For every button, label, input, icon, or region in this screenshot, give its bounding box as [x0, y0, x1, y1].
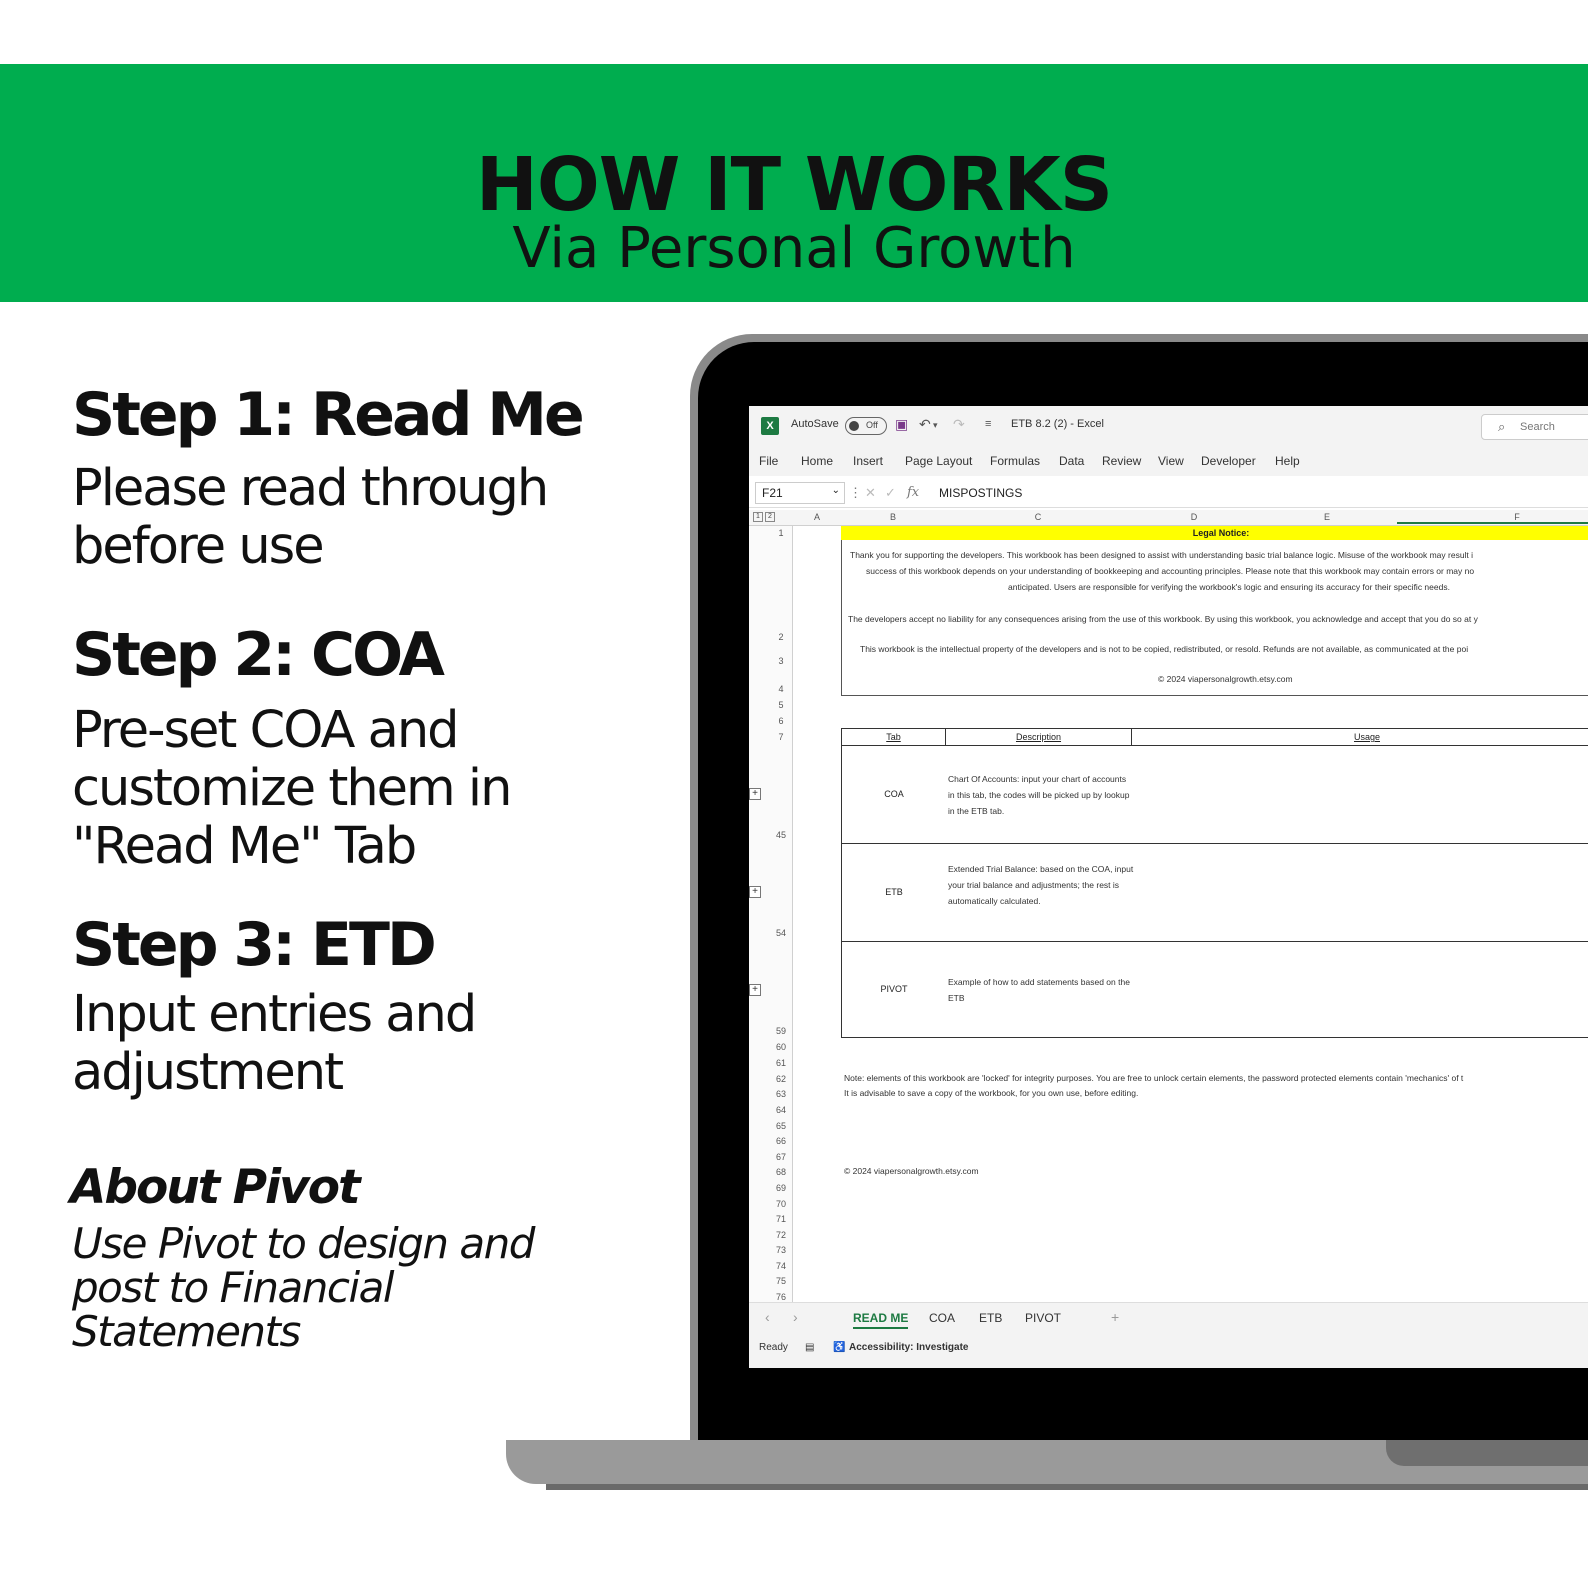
legal-paragraph-1-line-1: Thank you for supporting the developers. This workbook has been designed to assist with understanding basic trial balance logic. Misuse of the workbook may result i [850, 550, 1474, 560]
formula-bar [749, 478, 1588, 508]
step-1-title: Step 1: Read Me [72, 380, 582, 450]
status-ready: Ready [759, 1342, 788, 1353]
title-bar [749, 406, 1588, 446]
accessibility-status[interactable]: Accessibility: Investigate [849, 1342, 969, 1353]
sheet-tab-pivot[interactable]: PIVOT [1025, 1311, 1062, 1325]
row-header[interactable]: 73 [775, 1245, 786, 1255]
column-header[interactable]: E [1323, 512, 1330, 522]
footer-copyright: © 2024 viapersonalgrowth.etsy.com [844, 1166, 979, 1176]
step-1-body: Please read through before use [72, 459, 548, 576]
cell-mode-icon: ▤ [805, 1342, 815, 1353]
legal-paragraph-3: This workbook is the intellectual property of the developers and is not to be copied, redistributed, or resold. Refunds are not available, as communicated at the poi [860, 644, 1469, 654]
row-header[interactable]: 64 [775, 1105, 786, 1115]
chevron-right-icon[interactable]: › [793, 1309, 798, 1325]
step-3-title: Step 3: ETD [72, 910, 434, 980]
status-bar [749, 1332, 1588, 1368]
ribbon-tab-page-layout[interactable]: Page Layout [905, 454, 973, 468]
row-header[interactable]: 62 [775, 1074, 786, 1084]
undo-icon[interactable]: ↶ [919, 416, 931, 432]
about-pivot-body: Use Pivot to design and post to Financial Statements [72, 1219, 534, 1356]
laptop-base-shadow [546, 1484, 1588, 1490]
legal-copyright: © 2024 viapersonalgrowth.etsy.com [1158, 674, 1293, 684]
undo-dropdown-icon[interactable]: ▾ [933, 420, 938, 430]
row-header[interactable]: 75 [775, 1276, 786, 1286]
insert-function-icon[interactable]: fx [907, 485, 920, 500]
row-header[interactable]: 45 [775, 830, 786, 840]
row-header[interactable]: 4 [778, 684, 784, 694]
column-header[interactable]: C [1034, 512, 1042, 522]
divider [842, 843, 1588, 844]
laptop-base-notch [1386, 1440, 1588, 1466]
autosave-label: AutoSave [791, 418, 839, 430]
row-header[interactable]: 67 [775, 1152, 786, 1162]
legal-notice-box [841, 540, 1588, 696]
note-line-1: Note: elements of this workbook are 'locked' for integrity purposes. You are free to unlock certain elements, the password protected elements contain 'mechanics' of t [844, 1073, 1464, 1083]
expand-group-icon[interactable]: + [749, 788, 761, 800]
tab-name-pivot: PIVOT [880, 984, 908, 994]
ribbon-tab-home[interactable]: Home [801, 454, 834, 468]
redo-icon[interactable]: ↷ [953, 416, 965, 432]
step-2-body: Pre-set COA and customize them in "Read Me" Tab [72, 701, 511, 876]
enter-icon[interactable]: ✓ [885, 485, 896, 500]
sheet-tab-read-me[interactable]: READ ME [853, 1311, 908, 1329]
column-header[interactable]: A [813, 512, 820, 522]
legal-paragraph-1-line-2: success of this workbook depends on your understanding of bookkeeping and accounting principles. Please note that this workbook may contain errors or may no [866, 566, 1475, 576]
tab-table-header-usage: Usage [1353, 732, 1380, 742]
about-pivot-title: About Pivot [70, 1160, 359, 1215]
row-header[interactable]: 76 [775, 1292, 786, 1302]
row-header[interactable]: 5 [778, 700, 784, 710]
sheet-tab-coa[interactable]: COA [929, 1311, 956, 1325]
row-header[interactable]: 65 [775, 1121, 786, 1131]
cell-reference: F21 [762, 486, 783, 500]
row-header[interactable]: 60 [775, 1042, 786, 1052]
sheet-tab-bar [749, 1302, 1588, 1332]
ribbon-tab-data[interactable]: Data [1059, 454, 1085, 468]
ribbon-tab-help[interactable]: Help [1275, 454, 1300, 468]
column-headers [749, 510, 1588, 526]
row-header[interactable]: 2 [778, 632, 784, 642]
outline-level-1-button[interactable]: 1 [753, 512, 763, 522]
row-header[interactable]: 63 [775, 1089, 786, 1099]
formula-input[interactable]: MISPOSTINGS [939, 486, 1023, 500]
row-header[interactable]: 1 [778, 528, 784, 538]
ribbon-tab-file[interactable]: File [759, 454, 779, 468]
chevron-left-icon[interactable]: ‹ [765, 1309, 770, 1325]
row-header[interactable]: 71 [775, 1214, 786, 1224]
row-header[interactable]: 3 [778, 656, 784, 666]
legal-notice-heading: Legal Notice: [841, 526, 1588, 540]
ribbon-tabs [749, 446, 1588, 476]
excel-window [749, 406, 1588, 1368]
customize-toolbar-icon[interactable]: ≡ [985, 418, 992, 430]
accessibility-icon[interactable]: ♿ [833, 1342, 846, 1353]
page-subtitle: Via Personal Growth [512, 216, 1076, 281]
divider [842, 745, 1588, 746]
divider [842, 941, 1588, 942]
expand-group-icon[interactable]: + [749, 886, 761, 898]
row-header[interactable]: 59 [775, 1026, 786, 1036]
tab-table-header-description: Description [946, 729, 1132, 745]
legal-paragraph-2: The developers accept no liability for any consequences arising from the use of this workbook. By using this workbook, you acknowledge and accept that you do so at y [848, 614, 1478, 624]
tab-description-etb: Extended Trial Balance: based on the COA, input your trial balance and adjustments; the rest is automatically calculated. [948, 864, 1134, 906]
column-header[interactable]: B [889, 512, 896, 522]
file-name: ETB 8.2 (2) - Excel [1011, 418, 1104, 430]
autosave-state: Off [866, 420, 878, 430]
note-line-2: It is advisable to save a copy of the workbook, for you own use, before editing. [844, 1088, 1139, 1098]
save-icon[interactable]: ▣ [895, 416, 909, 432]
row-header[interactable]: 6 [778, 716, 784, 726]
column-header[interactable]: D [1190, 512, 1198, 522]
legal-paragraph-1-line-3: anticipated. Users are responsible for verifying the workbook's logic and ensuring its accuracy for their specific needs. [1008, 582, 1450, 592]
search-placeholder: Search [1520, 421, 1555, 433]
row-header[interactable]: 74 [775, 1261, 786, 1271]
cancel-icon[interactable]: ✕ [865, 485, 876, 500]
tab-table-header-tab: Tab [842, 729, 946, 745]
step-2-title: Step 2: COA [72, 620, 442, 690]
tab-table [841, 728, 1588, 1038]
excel-logo-icon: X [761, 417, 779, 435]
ribbon-tab-developer[interactable]: Developer [1201, 454, 1256, 468]
row-header[interactable]: 72 [775, 1230, 786, 1240]
ribbon-tab-formulas[interactable]: Formulas [990, 454, 1041, 468]
name-box[interactable] [755, 482, 845, 504]
row-header[interactable]: 7 [778, 732, 784, 742]
autosave-toggle[interactable] [845, 417, 887, 435]
ribbon-tab-insert[interactable]: Insert [853, 454, 884, 468]
search-box[interactable] [1481, 414, 1588, 440]
row-header[interactable]: 61 [775, 1058, 786, 1068]
sheet-tab-etb[interactable]: ETB [979, 1311, 1003, 1325]
header-banner [0, 64, 1588, 302]
chevron-down-icon: ⌄ [831, 485, 840, 496]
toggle-knob [849, 421, 859, 431]
tab-name-etb: ETB [885, 887, 903, 897]
tab-description-pivot: Example of how to add statements based on the ETB [948, 977, 1130, 1003]
row-header[interactable]: 66 [775, 1136, 786, 1146]
outline-level-2-button[interactable]: 2 [765, 512, 775, 522]
expand-group-icon[interactable]: + [749, 984, 761, 996]
search-icon: ⌕ [1498, 419, 1506, 434]
tab-name-coa: COA [884, 789, 904, 799]
ribbon-tab-review[interactable]: Review [1102, 454, 1142, 468]
tab-description-coa: Chart Of Accounts: input your chart of accounts in this tab, the codes will be picked up by lookup in the ETB tab. [948, 774, 1130, 816]
column-header-selected[interactable]: F [1397, 512, 1588, 524]
more-options-icon[interactable]: ⋮ [849, 485, 862, 500]
page-title: HOW IT WORKS [475, 142, 1113, 228]
row-header[interactable]: 68 [775, 1167, 786, 1177]
ribbon-tab-view[interactable]: View [1158, 454, 1184, 468]
row-header[interactable]: 70 [775, 1199, 786, 1209]
add-sheet-icon[interactable]: + [1111, 1309, 1120, 1325]
row-header[interactable]: 54 [775, 928, 786, 938]
step-3-body: Input entries and adjustment [72, 985, 476, 1102]
row-header[interactable]: 69 [775, 1183, 786, 1193]
